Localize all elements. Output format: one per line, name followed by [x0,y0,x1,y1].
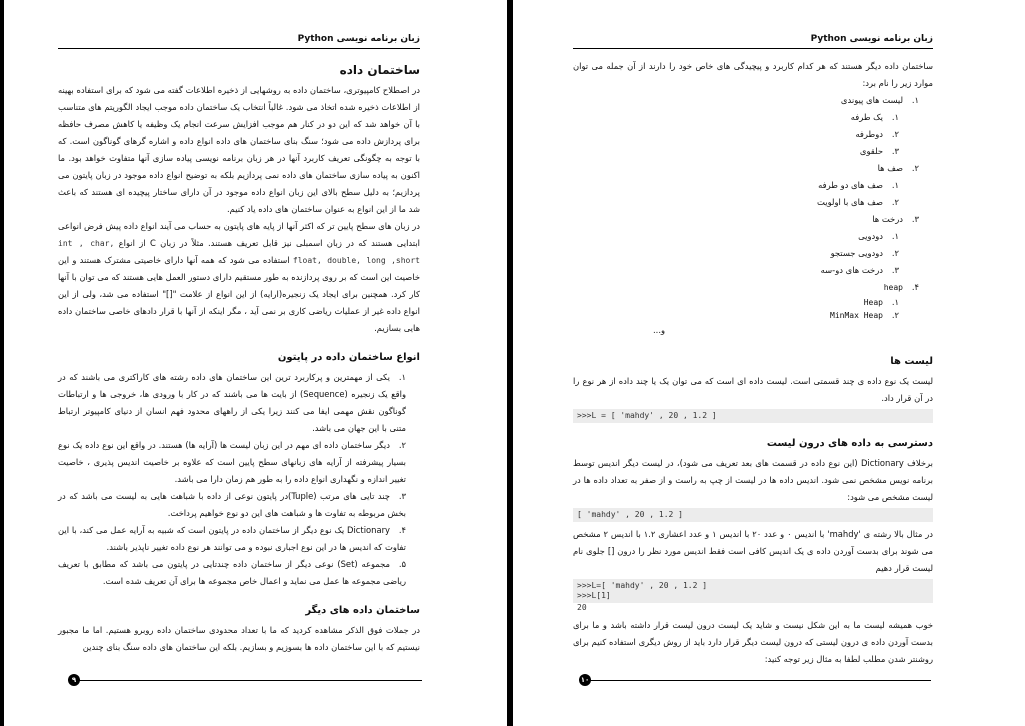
list-item: ۳.چند تایی های مرتب (Tuple)در پایتون نوعی از داده با شباهت هایی به لیست می باشد که در بخش مربوطه به تفاوت ها و شباهت های این دو نوع خواهیم پرداخت. [58,491,406,518]
section-heading: ساختمان داده [339,63,420,77]
tree-subitem: ۳.درخت های دو-سه [820,265,899,275]
paragraph: در جملات فوق الذکر مشاهده کردید که ما با تعداد محدودی ساختمان داده روبرو هستیم. اما ما مجبور نیستیم که با این ساختمان داده ها بسوزیم و بسازیم. بلکه این ساختمان های داده سنگ بنای چندین [58,625,420,652]
tree-subitem: ۱.یک طرفه [850,112,899,122]
type-names: int , char, [58,239,115,248]
page-number: ۹ [68,674,80,686]
tree-subitem: ۱.صف های دو طرفه [818,180,899,190]
paragraph: در مثال بالا رشته ی 'mahdy' با اندیس ۰ و عدد ۲۰ با اندیس ۱ و عدد اعشاری ۱.۲ با اندیس ۲ مشخص می شوند برای بدست آوردن داده ی یک اندیس کافی است فقط اندیس مورد نظر را درون [] جلوی نام لیست قرار دهیم [573,529,933,573]
tree-item: ۴.heap [883,282,919,292]
type-names: float, double, long ,short [292,256,420,265]
code-block: [ 'mahdy' , 20 , 1.2 ] [573,508,933,522]
numbered-list [58,369,420,590]
tree-item: ۳.درخت ها [872,214,919,224]
page-header: زبان برنامه نویسی Python [58,34,420,49]
sub-heading: دسترسی به داده های درون لیست [766,438,933,449]
data-structure-tree [573,92,933,339]
tree-subitem: ۲.دودویی جستجو [830,248,899,258]
code-output: 20 [577,603,587,612]
tree-subitem: ۲.صف های با اولویت [817,197,899,207]
tree-subitem: ۳.حلقوی [859,146,899,156]
right-page [513,0,1025,726]
tree-item: ۲.صف ها [877,163,919,173]
paragraph: برخلاف Dictionary (این نوع داده در قسمت های بعد تعریف می شود)، در لیست دیگر اندیس توسط برنامه نویس مشخص نمی شود. اندیس داده ها در لیست از چپ به راست و از صفر به تعداد داده ها در لیست مشخص می شود: [573,458,933,502]
paragraph: در اصطلاح کامپیوتری، ساختمان داده به روشهایی از ذخیره اطلاعات گفته می شود که برای استفاده بهینه از اطلاعات ذخیره شده اتخاذ می شود. غالباً انتخاب یک ساختمان داده موجب ایجاد الگوریتم های متناسب با آن خواهد شد که این دو در کنار هم موجب افزایش سرعت انجام یک وظیفه یا کاهش مصرف حافظه برای پردازش داده می شود؛ سنگ بنای ساختمان های داده انواع داده و اشاره گرهای گوناگون است. که با توجه به چگونگی تعریف کاربرد آنها در هر زبان برنامه نویسی پیاده سازی آنها متفاوت خواهد بود. ما اکنون به پیاده سازی ساختمان های داده نمی پردازیم بلکه به توضیح انواع داده موجود در زبان پایتون می پردازیم؛ به دلیل سطح بالای این زبان انواع داده موجود در آن دارای ساختار پیچیده ای هستند که باعث شد ما از این انواع به عنوان ساختمان های داده یاد کنیم. [58,85,420,214]
list-item: ۲.دیگر ساختمان داده ای مهم در این زبان لیست ها (آرایه ها) هستند. در واقع این نوع داده یک نوع بسیار پیشرفته از آرایه های زبانهای سطح پایین است که علاوه بر خاصیت اندیس پذیری ، خاصیت تغییر اندازه و نگهداری انواع داده را به طور هم زمان دارا می باشد. [58,440,406,484]
etc-text: و... [653,325,666,335]
list-item: ۵.مجموعه (Set) نوعی دیگر از ساختمان داده چندتایی در پایتون می باشد که مطابق با تعریف ریاضی مجموعه ها عمل می نماید و اعمال خاص مجموعه ها برای آن تعریف شده است. [58,559,407,586]
page-number: ۱۰ [580,676,590,684]
sub-heading: ساختمان داده های دیگر [305,605,420,616]
paragraph: ساختمان داده دیگر هستند که هر کدام کاربرد و پیچیدگی های خاص خود را دارند از آن جمله می توان موارد زیر را نام برد: [573,61,933,88]
footer-rule [585,680,931,681]
sub-heading: لیست ها [890,356,933,367]
tree-subitem: ۲.دوطرفه [855,129,899,139]
list-item: ۴.Dictionary یک نوع دیگر از ساختمان داده در پایتون است که شبیه به آرایه عمل می کند، با این تفاوت که اندیس ها در این نوع اجباری نبوده و می توانند هر نوع داده تغییر ناپذیر باشند. [58,525,406,552]
paragraph: خوب همیشه لیست ما به این شکل نیست و شاید یک لیست درون لیست قرار داشته باشد و ما برای بدست آوردن داده ی درون لیستی که درون لیست دیگر قرار دارد باید از روش دیگری استفاده کنیم برای روشنتر شدن مطلب لطفا به مثال زیر توجه کنید: [573,620,933,664]
list-item: ۱.یکی از مهمترین و پرکاربرد ترین این ساختمان های داده رشته های کاراکتری می باشند که در واقع یک زنجیره (Sequence) از بایت ها می باشند که در کار با ورودی ها، خروجی ها و ارتباطات گوناگون نقش مهمی ایفا می کنند زیرا یکی از راههای محدود فهم انسان از دنیای کامپیوتر ارتباط متنی با این جهان می باشد. [58,372,407,433]
sub-heading: انواع ساختمان داده در پایتون [277,352,420,363]
page-header: زبان برنامه نویسی Python [573,34,933,49]
tree-subitem: ۱.دودویی [858,231,899,241]
left-page [4,0,507,726]
footer-rule [74,680,422,681]
paragraph: لیست یک نوع داده ی چند قسمتی است. لیست داده ای است که می توان یک یا چند داده از هر نوع را در آن قرار داد. [573,376,933,403]
left-page-content [58,58,420,656]
paragraph: در زبان های سطح پایین تر که اکثر آنها از پایه های پایتون به حساب می آیند انواع داده پیش فرض انواعی ابتدایی هستند که در زبان اسمبلی نیز قابل تعریف هستند. مثلاً در زبان C از انواع int , char, float, double, long ,short استفاده می شود که همه آنها دارای خاصیتی مشترک هستند و این خاصیت این است که بر روی پردازنده به طور مستقیم دارای دستور العمل هایی هستند که می توان با آنها کار کرد. همچنین برای ایجاد یک زنجیره(ارایه) از این انواع از علامت "[]" استفاده می شد، ولی از این انواع داده غیر از عملیات ریاضی کاری بر نمی آید ، مگر اینکه از آنها با قرار دادهای خاصی ساختمان داده هایی بسازیم. [58,221,420,333]
code-block: >>>L = [ 'mahdy' , 20 , 1.2 ] [573,409,933,423]
code-block: >>>L=[ 'mahdy' , 20 , 1.2 ] >>>L[1] [573,579,933,603]
tree-item: ۱.لیست های پیوندی [840,95,919,105]
tree-subitem: ۱.Heap [863,297,899,307]
right-page-content [573,58,933,668]
tree-subitem: ۲.MinMax Heap [830,310,899,320]
